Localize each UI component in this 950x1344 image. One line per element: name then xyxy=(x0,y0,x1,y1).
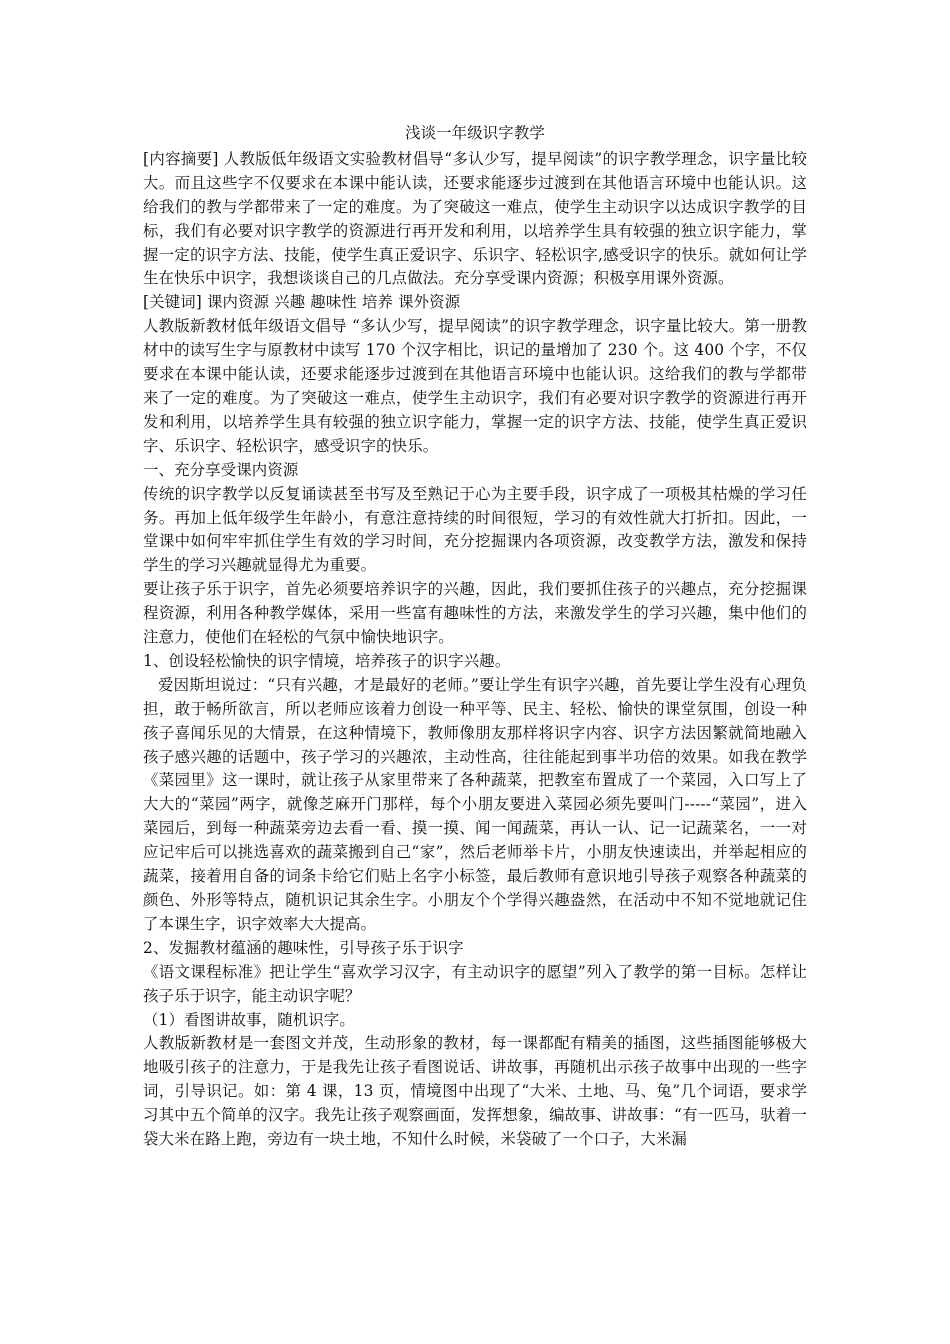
subsection-2-paragraph-1: 《语文课程标准》把让学生“喜欢学习汉字，有主动识字的愿望”列入了教学的第一目标。怎样让孩子乐于识字，能主动识字呢？ xyxy=(143,962,807,1005)
document-page xyxy=(143,122,807,1152)
subsection-2-item-1: （1）看图讲故事，随机识字。 xyxy=(143,1010,355,1029)
subsection-1-heading: 1、创设轻松愉快的识字情境，培养孩子的识字兴趣。 xyxy=(143,651,511,670)
keywords-line: [关键词] 课内资源 兴趣 趣味性 培养 课外资源 xyxy=(143,293,461,312)
subsection-1-paragraph: 爱因斯坦说过：“只有兴趣，才是最好的老师。”要让学生有识字兴趣，首先要让学生没有心理负担，敢于畅所欲言，所以老师应该着力创设一种平等、民主、轻松、愉快的课堂氛围，创设一种孩子喜闻乐见的大情景，在这种情境下，教师像朋友那样将识字内容、识字方法因繁就简地融入孩子感兴趣的话题中，孩子学习的兴趣浓，主动性高，往往能起到事半功倍的效果。如我在教学《菜园里》这一课时，就让孩子从家里带来了各种蔬菜，把教室布置成了一个菜园，入口写上了大大的“菜园”两字，就像芝麻开门那样，每个小朋友要进入菜园必须先要叫门-----“菜园”，进入菜园后，到每一种蔬菜旁边去看一看、摸一摸、闻一闻蔬菜，再认一认、记一记蔬菜名，一一对应记牢后可以挑选喜欢的蔬菜搬到自己“家”，然后老师举卡片，小朋友快速读出，并举起相应的蔬菜，接着用自备的词条卡给它们贴上名字小标签，最后教师有意识地引导孩子观察各种蔬菜的颜色、外形等特点，随机识记其余生字。小朋友个个学得兴趣盎然，在活动中不知不觉地就记住了本课生字，识字效率大大提高。 xyxy=(143,675,807,933)
section-1-heading: 一、充分享受课内资源 xyxy=(143,460,299,479)
subsection-2-paragraph-2: 人教版新教材是一套图文并茂，生动形象的教材，每一课都配有精美的插图，这些插图能够极大地吸引孩子的注意力，于是我先让孩子看图说话、讲故事，再随机出示孩子故事中出现的一些字词，引导识记。如：第 4 课，13 页，情境图中出现了“大米、土地、马、兔”几个词语，要求学习其中五个简单的汉字。我先让孩子观察画面，发挥想象，编故事、讲故事：“有一匹马，驮着一袋大米在路上跑，旁边有一块土地，不知什么时候，米袋破了一个口子，大米漏 xyxy=(143,1034,807,1149)
abstract-paragraph: [内容摘要] 人教版低年级语文实验教材倡导“多认少写，提早阅读”的识字教学理念，识字量比较大。而且这些字不仅要求在本课中能认读，还要求能逐步过渡到在其他语言环境中也能认识。这给我们的教与学都带来了一定的难度。为了突破这一难点，使学生主动识字以达成识字教学的目标，我们有必要对识字教学的资源进行再开发和利用，以培养学生具有较强的独立识字能力，掌握一定的识字方法、技能，使学生真正爱识字、乐识字、轻松识字,感受识字的快乐。就如何让学生在快乐中识字，我想谈谈自己的几点做法。充分享受课内资源；积极享用课外资源。 xyxy=(143,149,807,288)
document-title: 浅谈一年级识字教学 xyxy=(405,124,545,142)
subsection-2-heading: 2、发掘教材蕴涵的趣味性，引导孩子乐于识字 xyxy=(143,938,464,957)
section-1-paragraph-1: 传统的识字教学以反复诵读甚至书写及至熟记于心为主要手段，识字成了一项极其枯燥的学习任务。再加上低年级学生年龄小，有意注意持续的时间很短，学习的有效性就大打折扣。因此，一堂课中如何牢牢抓住学生有效的学习时间，充分挖掘课内各项资源，改变教学方法，激发和保持学生的学习兴趣就显得尤为重要。 xyxy=(143,484,807,575)
intro-paragraph: 人教版新教材低年级语文倡导 “多认少写，提早阅读”的识字教学理念，识字量比较大。第一册教材中的读写生字与原教材中读写 170 个汉字相比，识记的量增加了 230 个。这 400 个字，不仅要求在本课中能认读，还要求能逐步过渡到在其他语言环境中也能认识。这给我们的教与学都带来了一定的难度。为了突破这一难点，使学生主动识字，我们有必要对识字教学的资源进行再开发和利用，以培养学生具有较强的独立识字能力，掌握一定的识字方法、技能，使学生真正爱识字、乐识字、轻松识字，感受识字的快乐。 xyxy=(143,317,807,455)
section-1-paragraph-2: 要让孩子乐于识字，首先必须要培养识字的兴趣，因此，我们要抓住孩子的兴趣点，充分挖掘课程资源，利用各种教学媒体，采用一些富有趣味性的方法，来激发学生的学习兴趣，集中他们的注意力，使他们在轻松的气氛中愉快地识字。 xyxy=(143,580,807,647)
